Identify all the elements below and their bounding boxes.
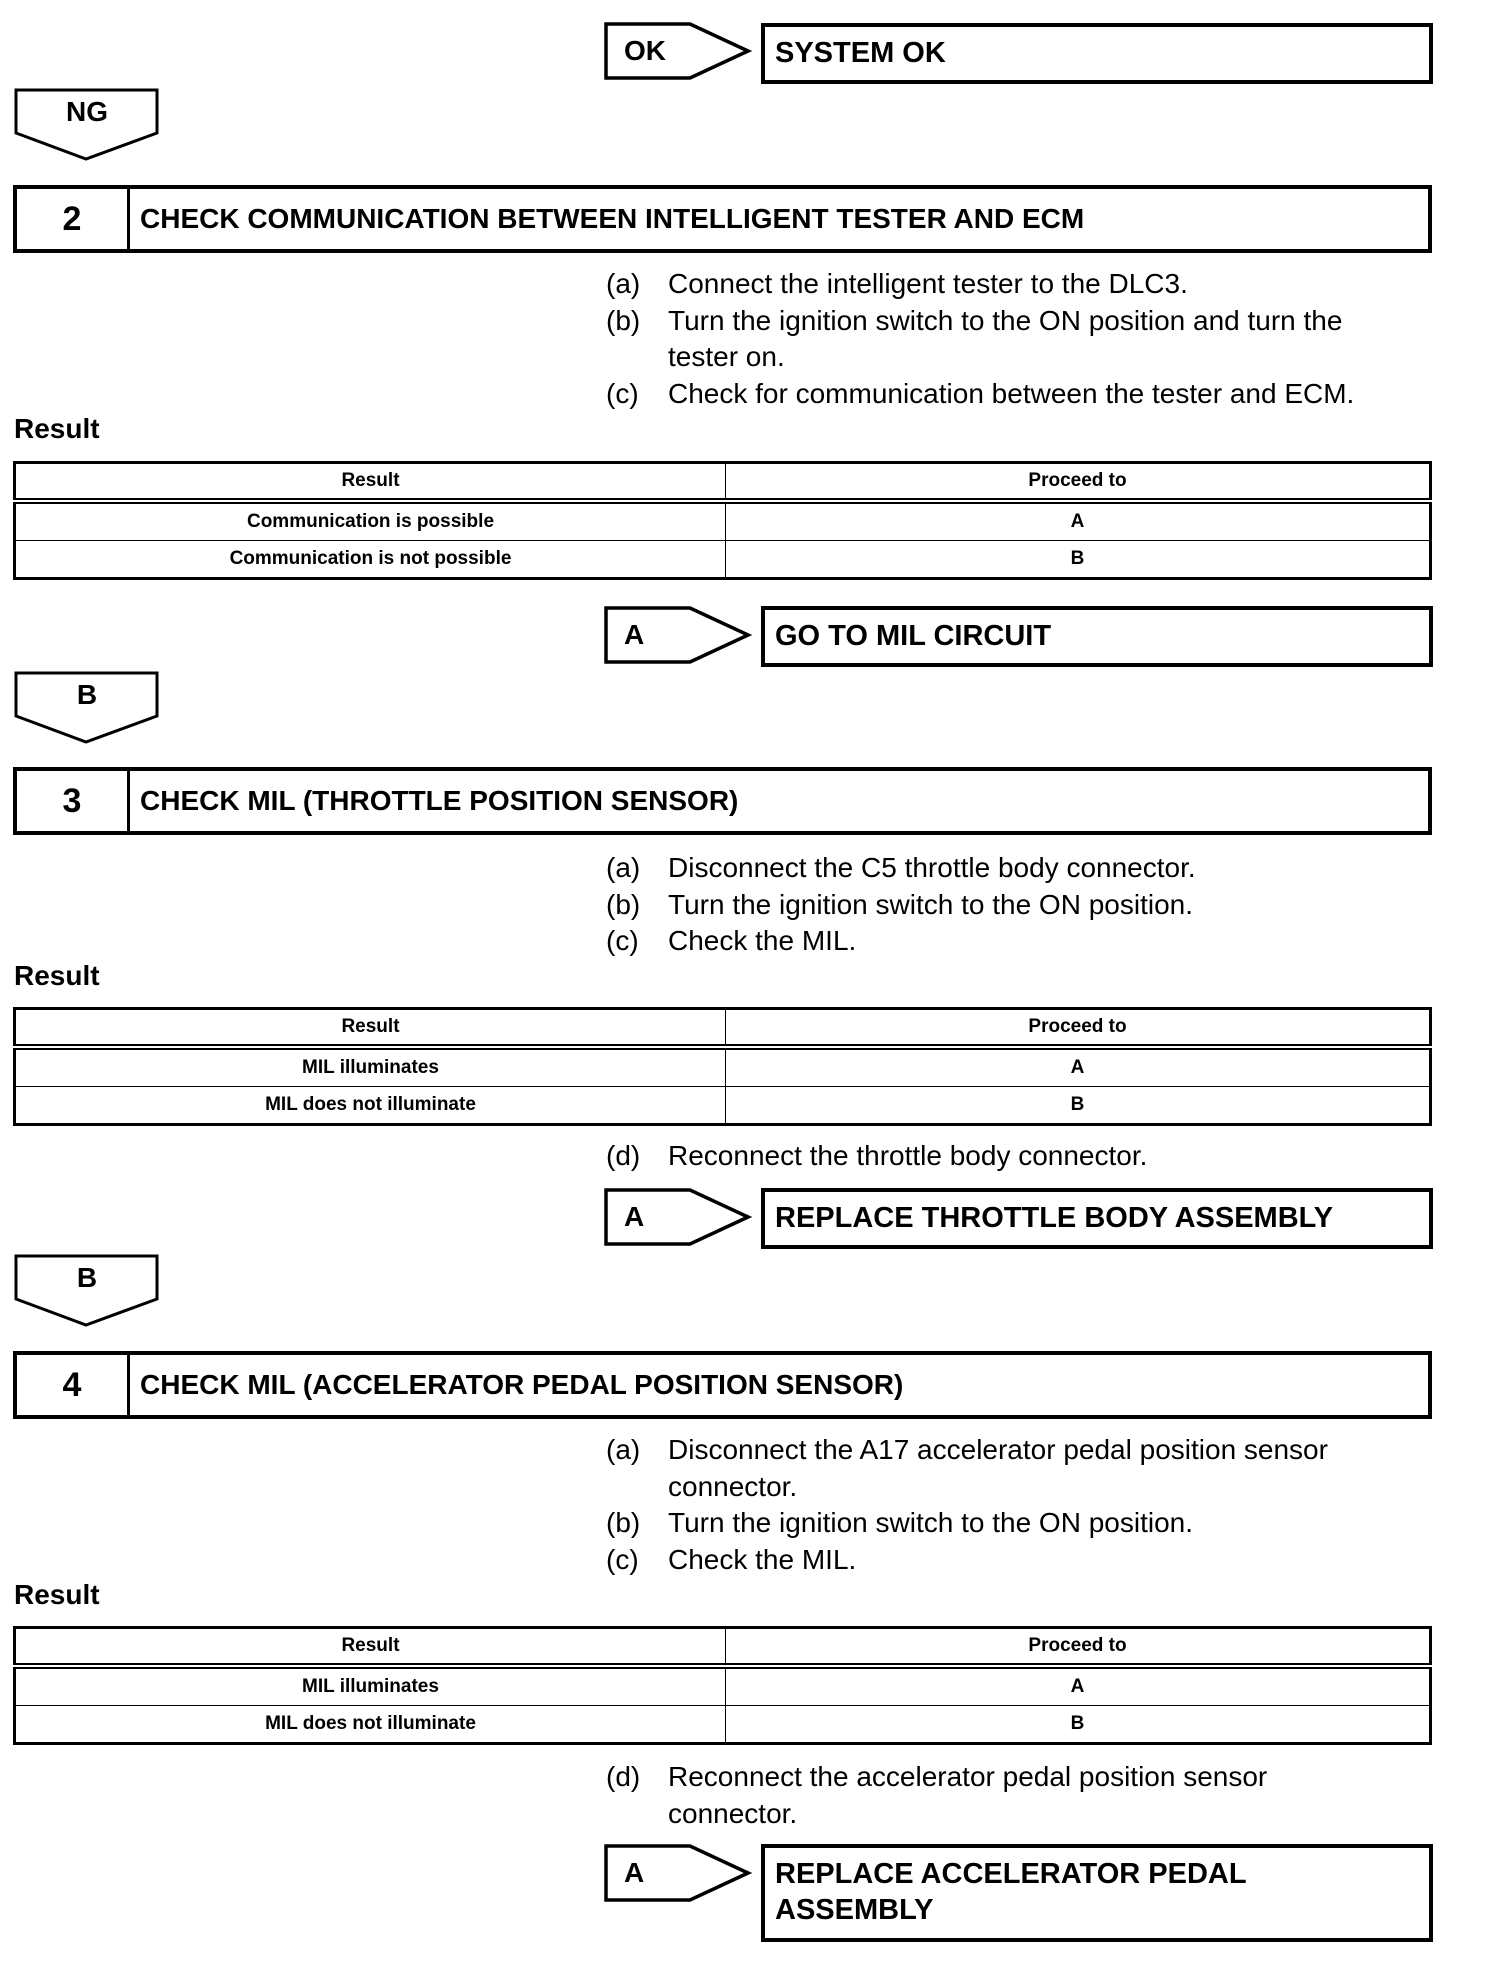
a-arrow-tag <box>604 1188 750 1245</box>
instruction-text: Check the MIL. <box>668 1543 857 1575</box>
outcome-system-ok <box>761 23 1433 84</box>
instruction-text: Reconnect the accelerator pedal position sensor connector. <box>668 1761 1268 1829</box>
proceed-cell: B <box>726 541 1431 579</box>
outcome-go-to-mil-circuit <box>761 606 1433 667</box>
instruction-label: (c) <box>606 925 639 956</box>
instruction-item <box>606 266 1436 303</box>
instruction-item <box>606 1542 1436 1579</box>
result-heading: Result <box>14 1579 100 1610</box>
instruction-label: (c) <box>606 1543 639 1575</box>
step-4-result-table <box>13 1626 1432 1745</box>
a-tag-label: A <box>624 619 645 650</box>
a-arrow-tag <box>604 1844 750 1901</box>
table-header-row <box>15 1628 1431 1667</box>
instruction-text: Disconnect the C5 throttle body connector. <box>668 852 1196 883</box>
step-number: 3 <box>17 771 130 831</box>
column-header-proceed-to: Proceed to <box>726 1009 1431 1048</box>
table-row <box>15 541 1431 579</box>
result-heading: Result <box>14 413 100 444</box>
instruction-text: Connect the intelligent tester to the DLC3. <box>668 268 1188 299</box>
proceed-cell: B <box>726 1087 1431 1125</box>
instruction-label: (c) <box>606 377 639 409</box>
instruction-text: Disconnect the A17 accelerator pedal position sensor connector. <box>668 1434 1328 1502</box>
column-header-result: Result <box>15 1628 726 1667</box>
result-cell: Communication is not possible <box>15 541 726 579</box>
outcome-text: SYSTEM OK <box>775 37 946 69</box>
column-header-result: Result <box>15 463 726 502</box>
proceed-cell: A <box>726 1666 1431 1706</box>
instruction-item <box>606 376 1436 413</box>
instruction-item <box>606 1138 1436 1175</box>
instruction-text: Turn the ignition switch to the ON position. <box>668 1507 1193 1538</box>
table-header-row <box>15 463 1431 502</box>
instruction-text: Check the MIL. <box>668 925 857 956</box>
outcome-replace-throttle-body <box>761 1188 1433 1249</box>
instruction-item <box>606 1505 1436 1542</box>
instruction-item <box>606 303 1436 376</box>
table-row <box>15 1047 1431 1087</box>
table-row <box>15 1666 1431 1706</box>
ng-down-tag <box>14 88 160 162</box>
outcome-text: REPLACE THROTTLE BODY ASSEMBLY <box>775 1202 1334 1234</box>
result-cell: MIL does not illuminate <box>15 1087 726 1125</box>
instruction-label: (b) <box>606 888 641 920</box>
result-cell: MIL illuminates <box>15 1666 726 1706</box>
outcome-text: REPLACE ACCELERATOR PEDAL ASSEMBLY <box>775 1858 1247 1926</box>
instruction-item <box>606 1759 1436 1832</box>
instruction-label: (a) <box>606 1434 641 1465</box>
instruction-text: Check for communication between the tester and ECM. <box>668 377 1355 409</box>
instruction-item <box>606 1432 1436 1505</box>
step-2-result-table <box>13 461 1432 580</box>
ok-arrow-tag <box>604 22 750 79</box>
step-2-header <box>13 185 1432 253</box>
a-tag-label: A <box>624 1857 645 1888</box>
step-title: CHECK MIL (ACCELERATOR PEDAL POSITION SENSOR) <box>140 1369 904 1400</box>
b-down-tag <box>14 1254 160 1328</box>
column-header-proceed-to: Proceed to <box>726 463 1431 502</box>
column-header-proceed-to: Proceed to <box>726 1628 1431 1667</box>
instruction-label: (d) <box>606 1140 641 1171</box>
instruction-label: (a) <box>606 268 641 299</box>
outcome-text: GO TO MIL CIRCUIT <box>775 620 1052 652</box>
proceed-cell: B <box>726 1706 1431 1744</box>
step-3-header <box>13 767 1432 835</box>
result-heading: Result <box>14 960 100 991</box>
proceed-cell: A <box>726 501 1431 541</box>
step-4-header <box>13 1351 1432 1419</box>
step-4-instructions <box>606 1432 1436 1578</box>
instruction-text: Turn the ignition switch to the ON position. <box>668 888 1193 920</box>
step-3-result-table <box>13 1007 1432 1126</box>
proceed-cell: A <box>726 1047 1431 1087</box>
b-tag-label: B <box>76 1262 98 1293</box>
instruction-item <box>606 887 1436 924</box>
instruction-text: Reconnect the throttle body connector. <box>668 1140 1148 1171</box>
step-3-post-instructions <box>606 1138 1436 1175</box>
table-row <box>15 501 1431 541</box>
outcome-replace-accelerator-pedal <box>761 1844 1433 1942</box>
instruction-item <box>606 923 1436 960</box>
step-3-instructions <box>606 850 1436 960</box>
instruction-label: (b) <box>606 304 641 336</box>
instruction-text: Turn the ignition switch to the ON position and turn the tester on. <box>668 304 1343 372</box>
instruction-label: (d) <box>606 1761 641 1792</box>
b-down-tag <box>14 671 160 745</box>
ok-tag-label: OK <box>624 35 666 66</box>
result-cell: MIL illuminates <box>15 1047 726 1087</box>
table-header-row <box>15 1009 1431 1048</box>
result-cell: Communication is possible <box>15 501 726 541</box>
table-row <box>15 1087 1431 1125</box>
a-arrow-tag <box>604 606 750 663</box>
step-title: CHECK MIL (THROTTLE POSITION SENSOR) <box>140 785 739 816</box>
result-cell: MIL does not illuminate <box>15 1706 726 1744</box>
instruction-label: (a) <box>606 852 641 883</box>
table-row <box>15 1706 1431 1744</box>
step-number: 2 <box>17 189 130 249</box>
a-tag-label: A <box>624 1201 645 1232</box>
step-title: CHECK COMMUNICATION BETWEEN INTELLIGENT TESTER AND ECM <box>140 203 1085 234</box>
column-header-result: Result <box>15 1009 726 1048</box>
step-number: 4 <box>17 1355 130 1415</box>
step-4-post-instructions <box>606 1759 1436 1832</box>
instruction-label: (b) <box>606 1507 641 1538</box>
instruction-item <box>606 850 1436 887</box>
b-tag-label: B <box>76 679 98 710</box>
ng-tag-label: NG <box>66 96 108 127</box>
step-2-instructions <box>606 266 1436 412</box>
